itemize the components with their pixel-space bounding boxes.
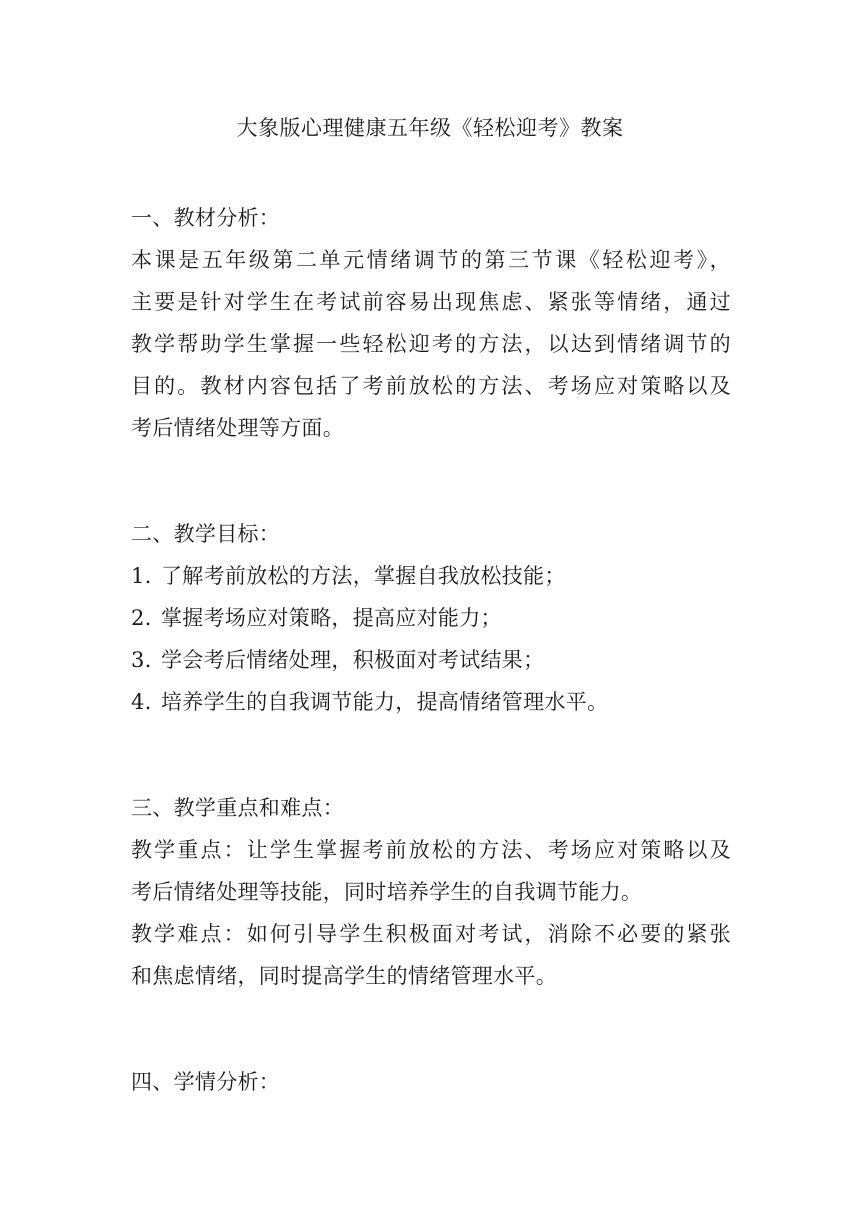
section-heading: 一、教材分析： [131,206,281,230]
paragraph-line: 考后情绪处理等技能，同时培养学生的自我调节能力。 [131,880,643,904]
section-heading: 四、学情分析： [131,1070,281,1094]
section-key-points [131,787,731,997]
section-textbook-analysis [131,197,731,449]
list-item-number: 3. [131,648,152,672]
list-item-text: 学会考后情绪处理，积极面对考试结果； [161,648,545,672]
list-item-text: 掌握考场应对策略，提高应对能力； [161,606,502,630]
list-item [131,597,731,639]
document-body [131,197,731,1103]
paragraph-line: 主要是针对学生在考试前容易出现焦虑、紧张等情绪，通过 [131,290,731,314]
document-title: 大象版心理健康五年级《轻松迎考》教案 [236,116,624,140]
section-spacer [131,723,731,765]
list-item-text: 了解考前放松的方法，掌握自我放松技能； [161,564,566,588]
list-item-number: 1. [131,564,152,588]
section-heading: 二、教学目标： [131,522,281,546]
paragraph-line: 考后情绪处理等方面。 [131,416,344,440]
list-item [131,681,731,723]
paragraph-line: 和焦虑情绪，同时提高学生的情绪管理水平。 [131,964,557,988]
section-heading: 三、教学重点和难点： [131,796,344,820]
list-item [131,555,731,597]
paragraph-line: 本课是五年级第二单元情绪调节的第三节课《轻松迎考》， [131,248,731,272]
section-spacer [131,997,731,1039]
list-item-text: 培养学生的自我调节能力，提高情绪管理水平。 [161,690,609,714]
section-student-analysis [131,1061,731,1103]
paragraph-line: 教学帮助学生掌握一些轻松迎考的方法，以达到情绪调节的 [131,332,731,356]
list-item-number: 4. [131,690,152,714]
list-item [131,639,731,681]
section-spacer [131,449,731,491]
paragraph-line: 目的。教材内容包括了考前放松的方法、考场应对策略以及 [131,374,731,398]
paragraph-line: 教学难点：如何引导学生积极面对考试，消除不必要的紧张 [131,922,731,946]
paragraph-line: 教学重点：让学生掌握考前放松的方法、考场应对策略以及 [131,838,731,862]
list-item-number: 2. [131,606,152,630]
section-teaching-goals [131,513,731,723]
